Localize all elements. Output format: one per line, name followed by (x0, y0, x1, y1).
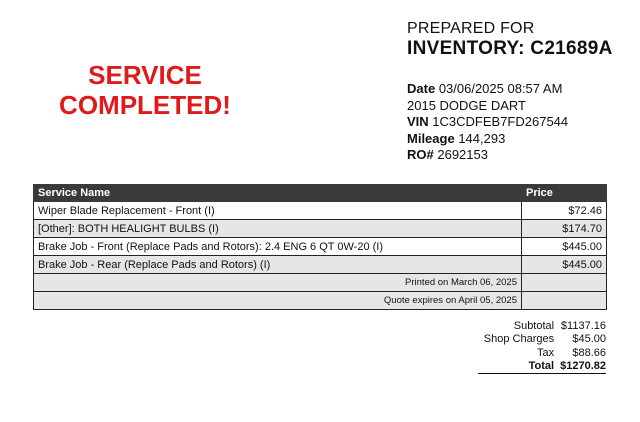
table-row (34, 238, 607, 256)
table-row (34, 256, 607, 274)
shop-charges-row (478, 333, 606, 347)
tax-value: $88.66 (572, 346, 606, 359)
tax-label: Tax (536, 346, 555, 359)
shop-charges-label: Shop Charges (483, 333, 555, 346)
ro-line (407, 147, 568, 164)
ro-value: 2692153 (437, 147, 488, 162)
service-completed-stamp (40, 60, 250, 120)
shop-charges-value: $45.00 (572, 333, 606, 346)
date-label: Date (407, 81, 436, 96)
inventory-title: INVENTORY: C21689A (407, 38, 613, 59)
prepared-for-label: PREPARED FOR (407, 20, 535, 37)
printed-row (34, 274, 607, 292)
mileage-value: 144,293 (458, 130, 506, 146)
date-value: 03/06/2025 08:57 AM (438, 81, 563, 96)
service-name-header: Service Name (34, 185, 522, 202)
vin-line (407, 114, 568, 131)
vin-label: VIN (407, 114, 429, 129)
mileage-label: Mileage (407, 130, 455, 146)
printed-date: Printed on March 06, 2025 (34, 274, 522, 292)
stamp-line-2: COMPLETED! (59, 90, 231, 120)
table-header-row (34, 185, 607, 202)
service-name-cell: Brake Job - Front (Replace Pads and Rotors): 2.4 ENG 6 QT 0W-20 (I) (34, 238, 522, 256)
vin-value: 1C3CDFEB7FD267544 (432, 114, 569, 129)
ro-label: RO# (407, 147, 434, 162)
date-line (407, 81, 568, 98)
empty-cell (522, 274, 607, 292)
service-name-cell: Wiper Blade Replacement - Front (I) (34, 202, 522, 220)
price-cell: $445.00 (522, 238, 607, 256)
service-name-cell: [Other]: BOTH HEALIGHT BULBS (I) (34, 220, 522, 238)
price-cell: $72.46 (522, 202, 607, 220)
total-row (478, 360, 606, 374)
table-row (34, 202, 607, 220)
total-value: $1270.82 (554, 360, 606, 374)
empty-cell (522, 292, 607, 310)
total-label: Total (478, 360, 554, 374)
table-row (34, 220, 607, 238)
mileage-line (407, 131, 568, 148)
totals-summary (478, 319, 606, 374)
expires-row (34, 292, 607, 310)
quote-expiry: Quote expires on April 05, 2025 (34, 292, 522, 310)
price-cell: $174.70 (522, 220, 607, 238)
subtotal-row (478, 319, 606, 333)
price-header: Price (522, 185, 607, 202)
tax-row (478, 346, 606, 360)
stamp-line-1: SERVICE (88, 60, 202, 90)
vehicle-info (407, 81, 568, 164)
subtotal-label: Subtotal (513, 319, 555, 332)
service-name-cell: Brake Job - Rear (Replace Pads and Rotors) (I) (34, 256, 522, 274)
vehicle-model: 2015 DODGE DART (407, 97, 526, 113)
price-cell: $445.00 (522, 256, 607, 274)
subtotal-value: $1137.16 (560, 319, 606, 332)
service-table (33, 184, 607, 310)
